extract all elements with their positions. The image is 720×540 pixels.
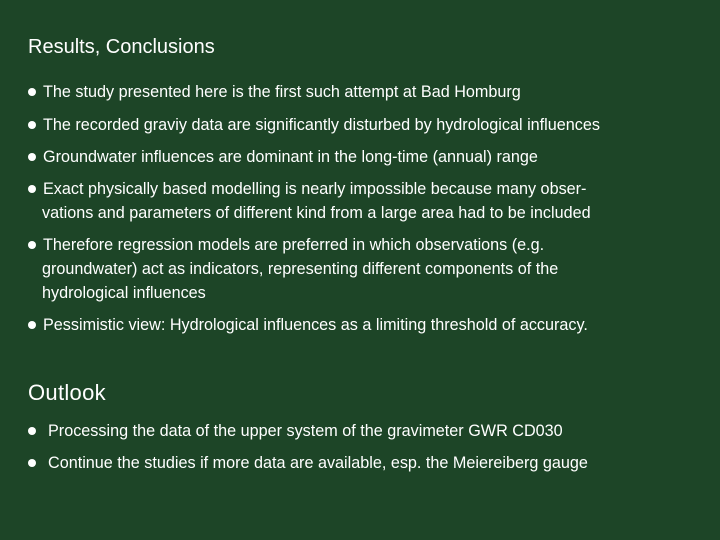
bullet-text-continuation: vations and parameters of different kind from a large area had to be included [42,204,591,222]
bullet-text-continuation: groundwater) act as indicators, representing different components of the [42,260,559,278]
bullet-dot-icon [28,121,36,129]
results-bullet-3 [28,145,700,169]
bullet-dot-icon [28,88,36,96]
outlook-heading: Outlook [28,380,106,405]
bullet-dot-icon [28,459,36,467]
bullet-dot-icon [28,241,36,249]
bullet-text: Groundwater influences are dominant in the long-time (annual) range [43,148,538,166]
outlook-bullet-1 [28,419,700,443]
bullet-dot-icon [28,185,36,193]
results-conclusions-heading: Results, Conclusions [28,36,215,58]
results-bullet-2 [28,113,700,137]
bullet-dot-icon [28,153,36,161]
bullet-text: Processing the data of the upper system of the gravimeter GWR CD030 [48,422,563,440]
results-bullet-5 [28,233,700,305]
bullet-text: Pessimistic view: Hydrological influences as a limiting threshold of accuracy. [43,316,588,334]
results-bullet-4 [28,177,700,225]
bullet-dot-icon [28,321,36,329]
bullet-dot-icon [28,427,36,435]
outlook-bullet-2 [28,451,700,475]
bullet-text: Continue the studies if more data are available, esp. the Meiereiberg gauge [48,454,588,472]
bullet-text: Exact physically based modelling is nearly impossible because many obser- [43,180,587,198]
bullet-text: Therefore regression models are preferred in which observations (e.g. [43,236,545,254]
results-bullet-6 [28,313,700,337]
results-bullet-1 [28,80,700,104]
bullet-text-continuation: hydrological influences [42,284,206,302]
bullet-text: The recorded graviy data are significantly disturbed by hydrological influences [43,116,600,134]
bullet-text: The study presented here is the first such attempt at Bad Homburg [43,83,521,101]
